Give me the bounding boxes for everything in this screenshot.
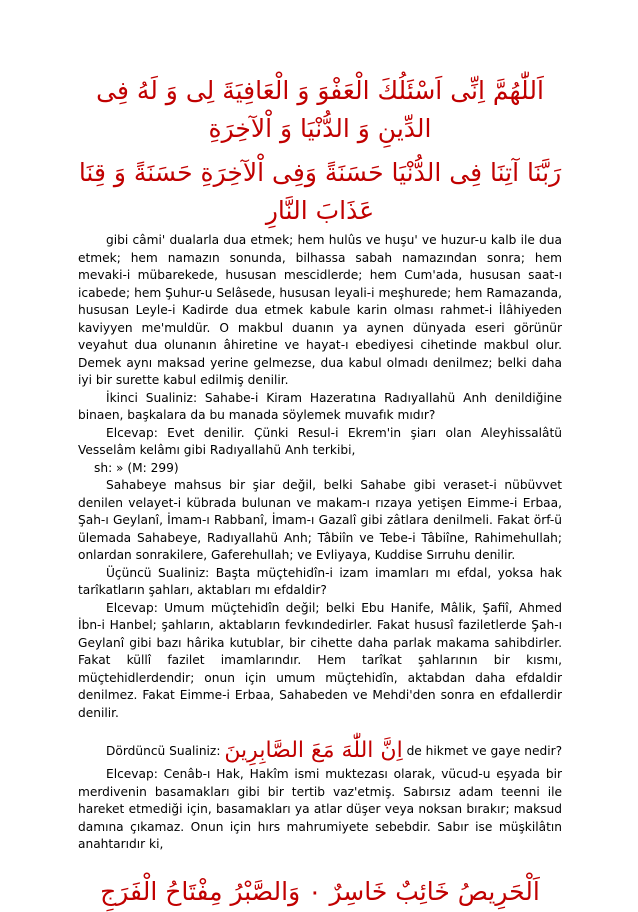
fourth-question-arabic: اِنَّ اللّٰهَ مَعَ الصَّابِرِينَ — [224, 738, 403, 763]
paragraph: gibi câmi' dualarla dua etmek; hem hulûs ve huşu' ve huzur-u kalb ile dua etmek; hem namazın sonunda, bilhassa sabah namazından sonra; hem mevaki-i mübarekede, hususan mescidlerde; hem Cum'ada, hususan saat-ı icabede; hem Şuhur-u Selâsede, hususan leyali-i meşhurede; hem Ramazanda, hususan Leyle-i Kadirde dua etmek kabule karin olması rahmet-i İlâhiyeden kaviyyen me'muldür. O makbul duanın ya aynen dünyada eseri görünür veyahut dua olunanın âhiretine ve hayat-ı ebediyesi cihetinde makbul olur. Demek aynı maksad yerine gelmezse, dua kabul olmadı denilmez; belki daha iyi bir surette kabul edilmiş denilir. — [78, 233, 562, 387]
fourth-question-suffix: de hikmet ve gaye nedir? — [406, 744, 563, 758]
arabic-prayer-1: اَللّٰهُمَّ اِنِّى اَسْئَلُكَ الْعَفْوَ وَ الْعَافِيَةَ لِى وَ لَهُ فِى الدِّينِ وَ الدُّنْيَا وَ اْلآخِرَةِ — [96, 76, 544, 143]
paragraph: Elcevap: Umum müçtehidîn değil; belki Ebu Hanife, Mâlik, Şafiî, Ahmed İbn-i Hanbel; şahların, aktabların fevkındedirler. Fakat hususî faziletlerde Şah-ı Geylanî gibi bazı hârika kutublar, bir cihette daha parlak makama sahibdirler. Fakat küllî fazilet imamlarındır. Hem tarîkat şahlarının bir kısmı, müçtehidlerdendir; onun için umum müçtehidîn, aktabdan daha efdaldir denilmez. Fakat Eimme-i Erbaa, Sahabeden ve Mehdi'den sonra en efdallerdir denilir. — [78, 600, 562, 720]
page-reference: sh: » (M: 299) — [94, 460, 179, 475]
fourth-question-prefix: Dördüncü Sualiniz: — [106, 744, 221, 758]
paragraph: Elcevap: Evet denilir. Çünki Resul-i Ekrem'in şiarı olan Aleyhissalâtü Vesselâm kelâmı gibi Radıyallahü Anh terkibi, — [78, 425, 562, 457]
fourth-question-line — [78, 736, 562, 766]
paragraph: İkinci Sualiniz: Sahabe-i Kiram Hazeratına Radıyallahü Anh denildiğine binaen, başkalara da bu manada söylemek muvafık mıdır? — [78, 390, 562, 422]
document-page — [78, 72, 562, 912]
paragraph: Sahabeye mahsus bir şiar değil, belki Sahabe gibi veraset-i nübüvvet denilen velayet-i kübrada bulunan ve makam-ı rızaya yetişen Eimme-i Erbaa, Şah-ı Geylanî, İmam-ı Rabbanî, İmam-ı Gazalî gibi zâtlara denilmeli. Fakat örf-ü ülemada Sahabeye, Radıyallahü Anh; Tâbiîn ve Tebe-i Tâbiîne, Rahimehullah; onlardan sonrakilere, Gaferehullah; ve Evliyaya, Kuddise Sırruhu denilir. — [78, 478, 562, 562]
arabic-prayer-2: رَبَّنَا آتِنَا فِى الدُّنْيَا حَسَنَةً وَفِى اْلآخِرَةِ حَسَنَةً وَ قِنَا عَذَابَ النَّارِ — [78, 158, 562, 225]
paragraph: Üçüncü Sualiniz: Başta müçtehidîn-i izam imamları mı efdal, yoksa hak tarîkatların şahları, aktabları mı efdaldir? — [78, 565, 562, 597]
body-section-1 — [78, 232, 562, 722]
arabic-proverb: اَلْحَرِيصُ خَائِبٌ خَاسِرٌ ۰ وَالصَّبْرُ مِفْتَاحُ الْفَرَجِ — [100, 876, 540, 906]
paragraph: Elcevap: Cenâb-ı Hak, Hakîm ismi muktezası olarak, vücud-u eşyada bir merdivenin basamakları gibi bir tertib vaz'etmiş. Sabırsız adam teenni ile hareket etmediği için, basamakları ya atlar düşer veya noksan bırakır; maksud damına çıkamaz. Onun için hırs mahrumiyete sebebdir. Sabır ise müşkilâtın anahtarıdır ki, — [78, 767, 562, 851]
body-section-2 — [78, 766, 562, 854]
